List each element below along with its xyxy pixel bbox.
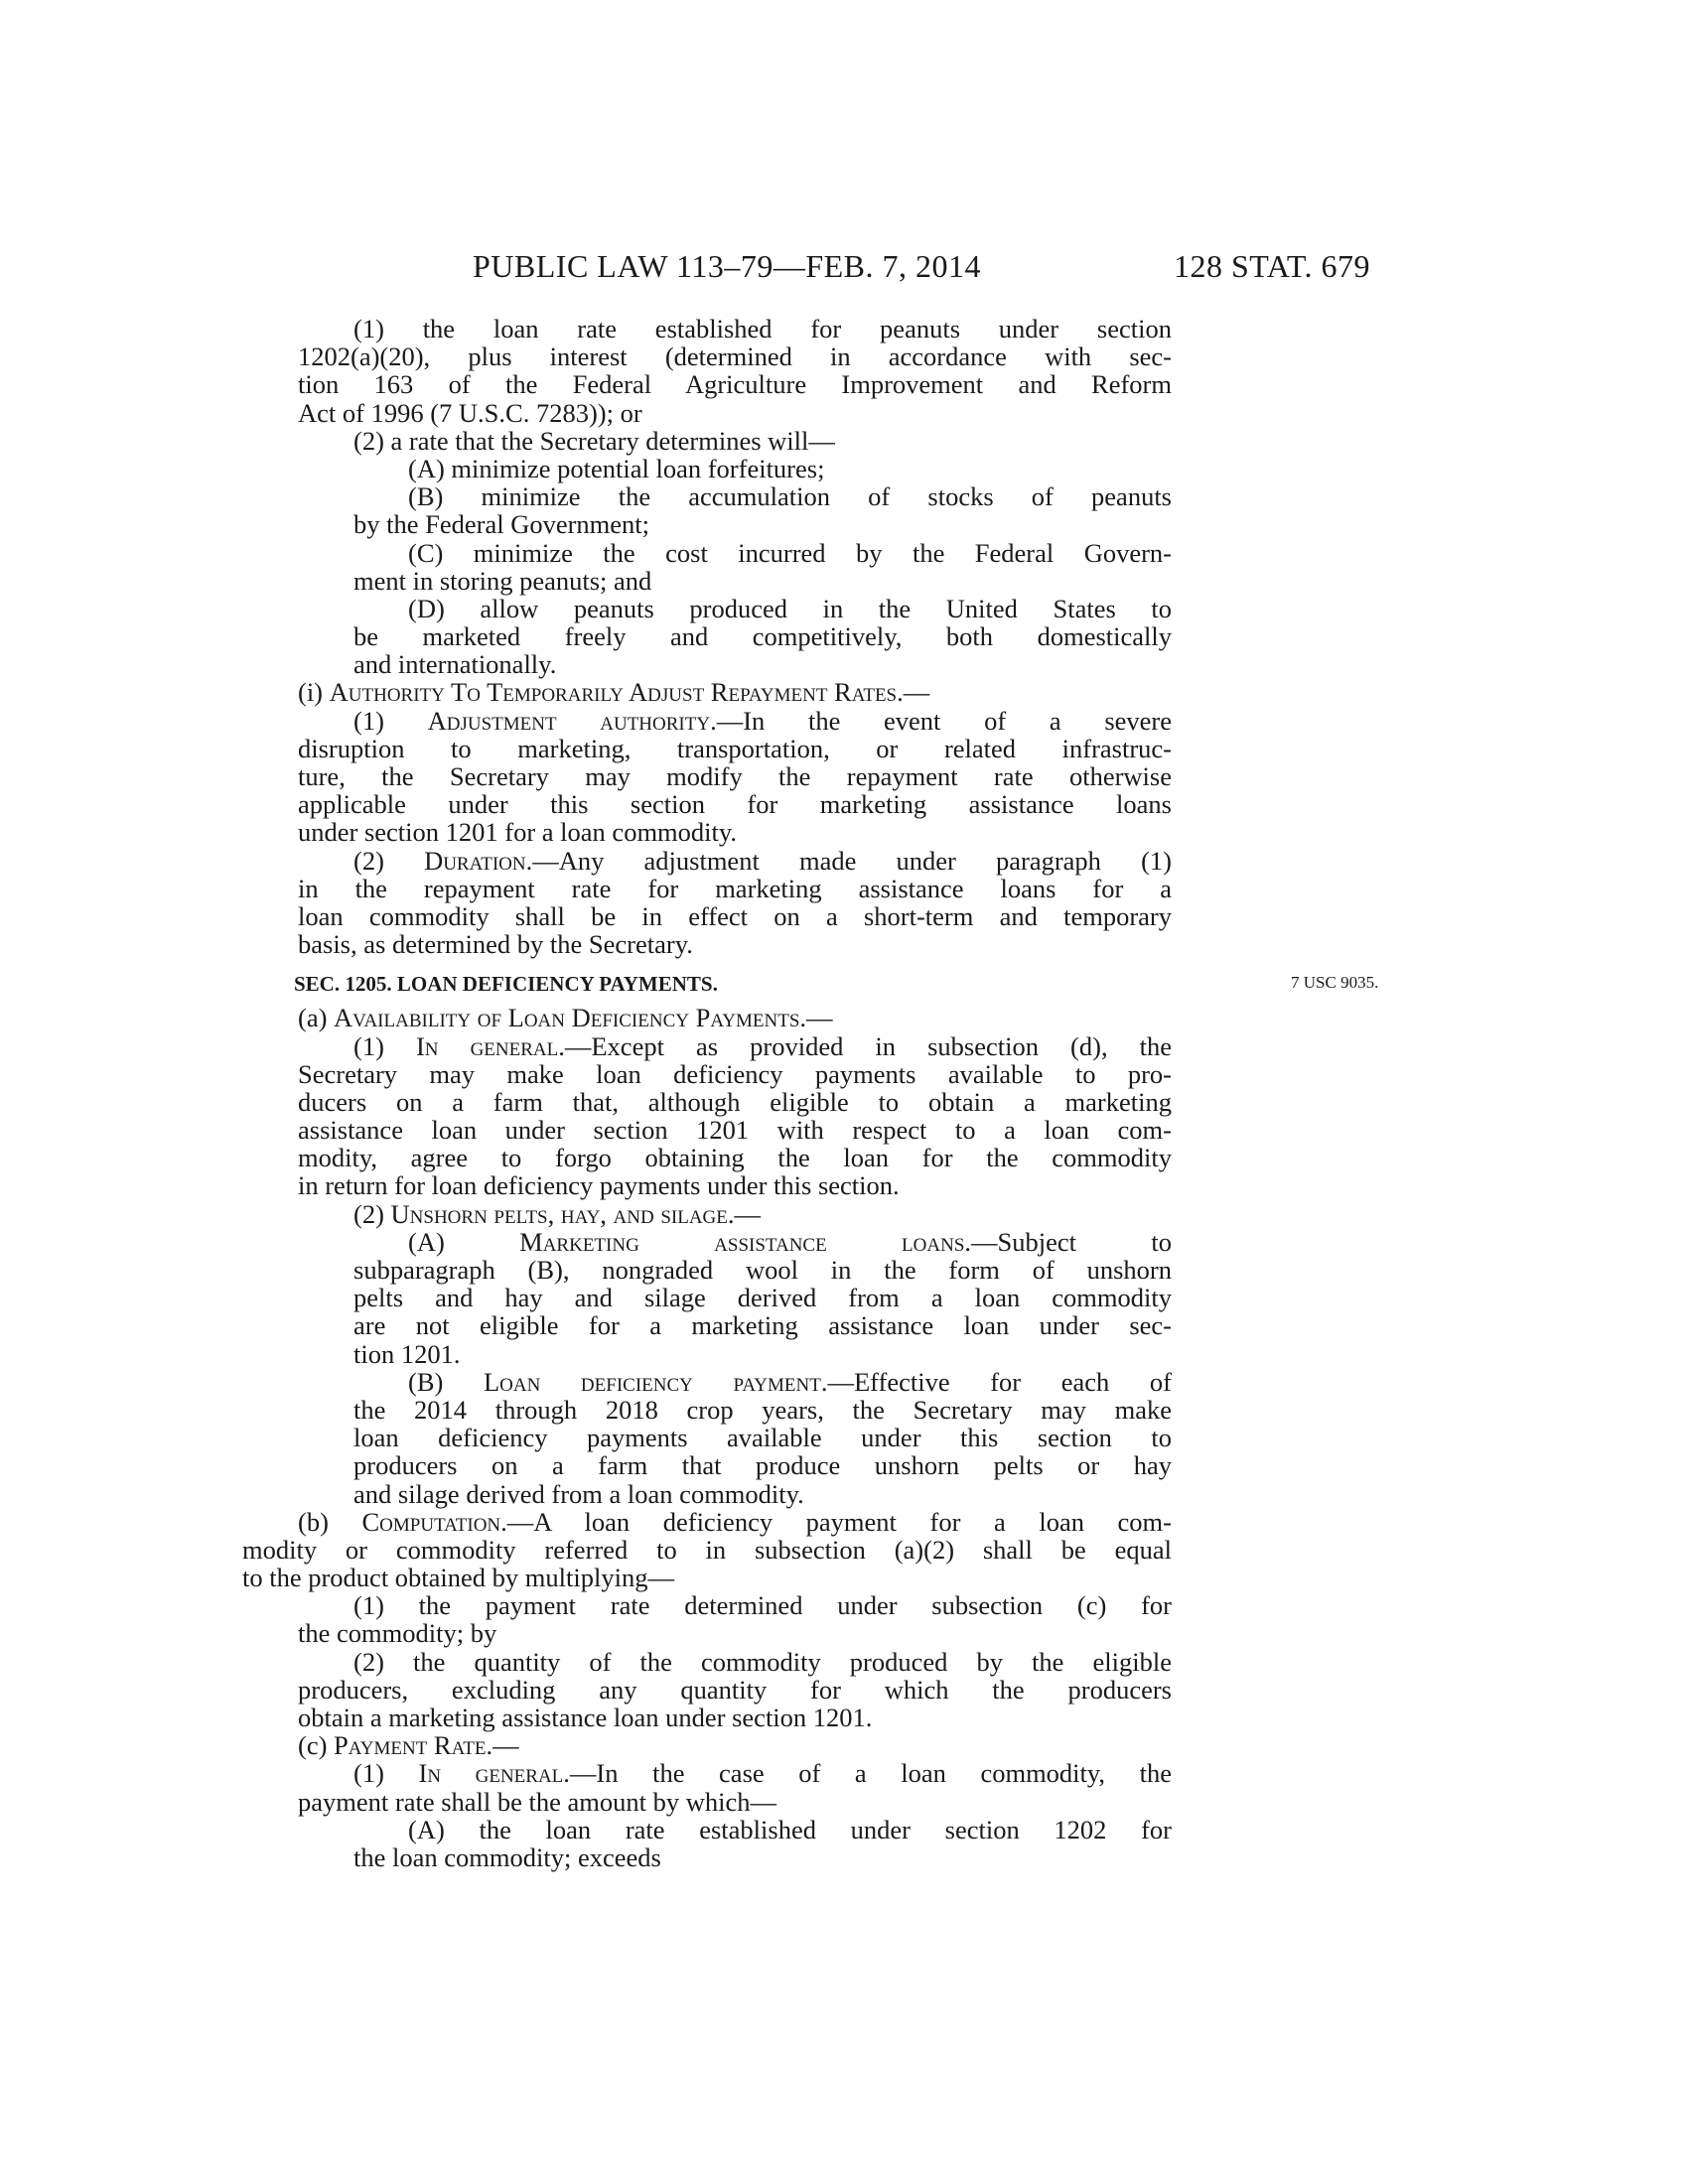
text-line: in return for loan deficiency payments under this section. xyxy=(298,1170,900,1201)
paragraph-label: (2) xyxy=(353,845,425,876)
text-line: pelts and hay and silage derived from a loan commodity xyxy=(353,1283,1172,1313)
statute-body xyxy=(242,314,1379,1872)
text-line: loan deficiency payments available under this section to xyxy=(353,1423,1172,1453)
subsection-title: Computation. xyxy=(361,1506,507,1537)
paragraph-text: —In the case of a loan commodity, the xyxy=(569,1758,1173,1789)
text-line: the loan commodity; exceeds xyxy=(353,1842,661,1872)
running-head-title: PUBLIC LAW 113–79—FEB. 7, 2014 xyxy=(473,248,982,284)
text-line: ment in storing peanuts; and xyxy=(353,565,652,596)
paragraph-label: (1) xyxy=(353,1758,419,1789)
text-line: ducers on a farm that, although eligible to obtain a marketing xyxy=(298,1086,1172,1117)
subparagraph-label: (A) xyxy=(408,1226,520,1257)
text-line: loan commodity shall be in effect on a short-term and temporary xyxy=(298,900,1172,931)
text-line: modity or commodity referred to in subsection (a)(2) shall be equal xyxy=(242,1534,1172,1565)
text-line: producers, excluding any quantity for which the producers xyxy=(298,1674,1172,1705)
text-line: basis, as determined by the Secretary. xyxy=(298,929,693,960)
paragraph-title: Duration. xyxy=(424,845,533,876)
subsection-heading xyxy=(298,678,1172,706)
text-line: applicable under this section for marketing assistance loans xyxy=(298,789,1172,820)
text-line: in the repayment rate for marketing assistance loans for a xyxy=(298,873,1172,903)
text-line: tion 1201. xyxy=(353,1338,461,1369)
paragraph-label: (2) xyxy=(353,1198,391,1229)
text-line: (B) minimize the accumulation of stocks of peanuts xyxy=(408,481,1172,512)
paragraph-title: In general. xyxy=(415,1030,565,1061)
text-line: and silage derived from a loan commodity. xyxy=(353,1478,804,1509)
text-line: (2) the quantity of the commodity produced by the eligible xyxy=(353,1646,1172,1677)
text-line: (1) the payment rate determined under subsection (c) for xyxy=(353,1590,1172,1621)
paragraph-label: (1) xyxy=(353,705,428,736)
text-line: obtain a marketing assistance loan under section 1201. xyxy=(298,1703,873,1732)
subparagraph-heading xyxy=(298,1368,1172,1396)
text-line: producers on a farm that produce unshorn pelts or hay xyxy=(353,1450,1172,1481)
text-line: 1202(a)(20), plus interest (determined in accordance with sec- xyxy=(298,341,1172,372)
subsection-label: (b) xyxy=(298,1506,362,1537)
subsection-heading xyxy=(298,1731,1172,1759)
subsection-title: Availability of Loan Deficiency Payments.— xyxy=(334,1003,833,1033)
subparagraph-text: —Effective for each of xyxy=(827,1366,1172,1397)
subsection-label: (c) xyxy=(298,1730,335,1761)
subparagraph-title: Marketing assistance loans. xyxy=(519,1226,972,1257)
text-line: disruption to marketing, transportation, or related infrastruc- xyxy=(298,733,1172,763)
subsection-heading xyxy=(298,1508,1172,1536)
subparagraph-heading xyxy=(298,1228,1172,1256)
page-header xyxy=(298,248,1370,298)
text-line: by the Federal Government; xyxy=(353,509,650,540)
statute-page-number: 128 STAT. 679 xyxy=(1173,248,1370,284)
paragraph-text: —In the event of a severe xyxy=(716,705,1172,736)
paragraph-heading xyxy=(298,1200,1172,1228)
text-line: tion 163 of the Federal Agriculture Improvement and Reform xyxy=(298,369,1172,400)
paragraph-title: Unshorn pelts, hay, and silage.— xyxy=(390,1198,762,1229)
paragraph-text: —Any adjustment made under paragraph (1) xyxy=(532,845,1172,876)
text-line: (1) the loan rate established for peanuts under section xyxy=(353,314,1172,343)
paragraph-heading xyxy=(298,847,1172,875)
subsection-title: Authority To Temporarily Adjust Repayment Rates.— xyxy=(329,677,930,708)
paragraph-heading xyxy=(298,707,1172,735)
paragraph-text: —Except as provided in subsection (d), the xyxy=(564,1030,1173,1061)
subsection-text: —A loan deficiency payment for a loan com- xyxy=(506,1506,1172,1537)
text-line: (2) a rate that the Secretary determines will— xyxy=(353,425,835,456)
text-line: (A) the loan rate established under section 1202 for xyxy=(408,1814,1172,1844)
text-line: to the product obtained by multiplying— xyxy=(242,1563,674,1593)
text-line: under section 1201 for a loan commodity. xyxy=(298,817,738,848)
text-line: the commodity; by xyxy=(298,1618,497,1649)
text-line: ture, the Secretary may modify the repayment rate otherwise xyxy=(298,761,1172,791)
paragraph-heading xyxy=(298,1032,1172,1060)
text-line: be marketed freely and competitively, both domestically xyxy=(353,621,1172,652)
subsection-title: Payment Rate.— xyxy=(334,1730,519,1761)
text-line: assistance loan under section 1201 with respect to a loan com- xyxy=(298,1115,1172,1146)
subsection-label: (i) xyxy=(298,677,330,708)
text-line: payment rate shall be the amount by which— xyxy=(298,1786,777,1817)
subsection-label: (a) xyxy=(298,1003,335,1033)
subparagraph-title: Loan deficiency payment. xyxy=(483,1366,828,1397)
text-line: Secretary may make loan deficiency payments available to pro- xyxy=(298,1058,1172,1089)
usc-margin-note: 7 USC 9035. xyxy=(1291,973,1379,993)
text-line: subparagraph (B), nongraded wool in the form of unshorn xyxy=(353,1255,1172,1285)
text-line: the 2014 through 2018 crop years, the Secretary may make xyxy=(353,1394,1172,1425)
paragraph-heading xyxy=(298,1759,1172,1787)
section-heading-block xyxy=(294,970,1379,998)
subparagraph-label: (B) xyxy=(408,1366,484,1397)
text-line: modity, agree to forgo obtaining the loan for the commodity xyxy=(298,1143,1172,1173)
text-line: are not eligible for a marketing assistance loan under sec- xyxy=(353,1310,1172,1341)
text-line: (A) minimize potential loan forfeitures; xyxy=(408,453,825,483)
text-line: and internationally. xyxy=(353,649,557,680)
section-heading: SEC. 1205. LOAN DEFICIENCY PAYMENTS. xyxy=(294,972,718,997)
paragraph-label: (1) xyxy=(353,1030,416,1061)
subsection-heading xyxy=(298,1004,1172,1031)
subparagraph-text: —Subject to xyxy=(971,1226,1172,1257)
text-line: (C) minimize the cost incurred by the Federal Govern- xyxy=(408,537,1172,568)
paragraph-title: In general. xyxy=(418,1758,570,1789)
paragraph-title: Adjustment authority. xyxy=(427,705,717,736)
text-line: Act of 1996 (7 U.S.C. 7283)); or xyxy=(298,397,642,428)
text-line: (D) allow peanuts produced in the United States to xyxy=(408,593,1172,623)
